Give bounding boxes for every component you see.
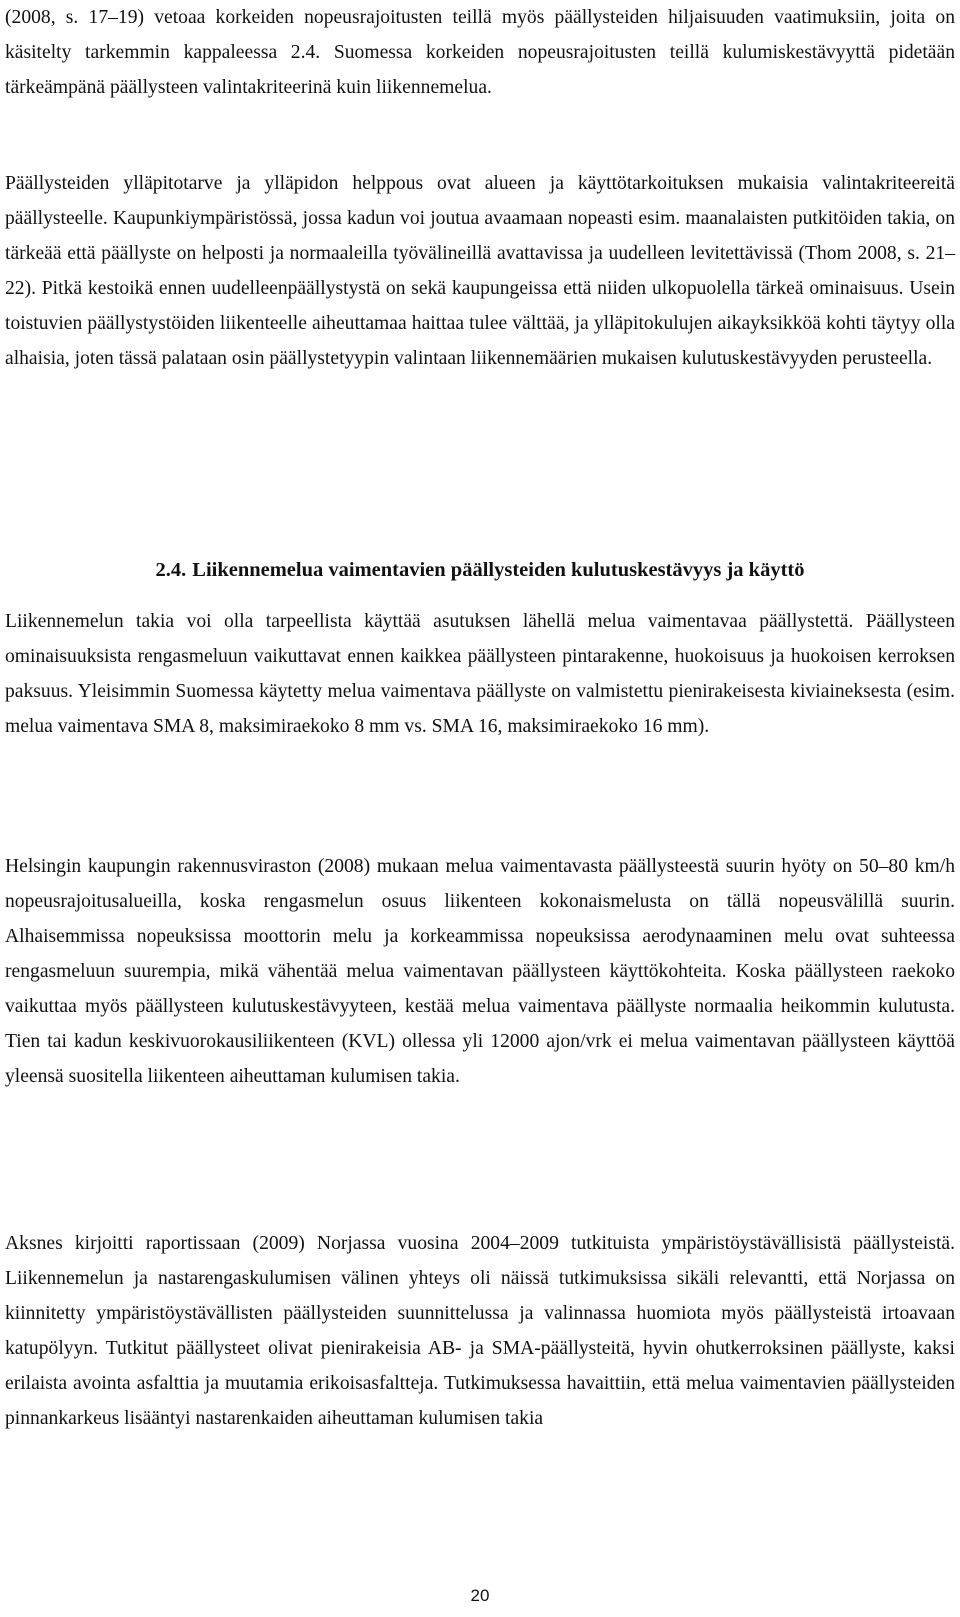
section-heading <box>0 553 960 588</box>
paragraph-helsinki: Helsingin kaupungin rakennusviraston (2008) mukaan melua vaimentavasta päällysteestä suurin hyöty on 50–80 km/h nopeusrajoitusalueilla, koska rengasmelun osuus liikenteen kokonaismelusta on tällä nopeusvälillä suurin. Alhaisemmissa nopeuksissa moottorin melu ja korkeammissa nopeuksissa aerodynaaminen melu ovat suhteessa rengasmeluun suurempia, mikä vähentää melua vaimentavan päällysteen käyttökohteita. Koska päällysteen raekoko vaikuttaa myös päällysteen kulutuskestävyyteen, kestää melua vaimentava päällyste normaalia heikommin kulutusta. Tien tai kadun keskivuorokausiliikenteen (KVL) ollessa yli 12000 ajon/vrk ei melua vaimentavan päällysteen käyttöä yleensä suositella liikenteen aiheuttaman kulumisen takia. <box>5 856 955 1087</box>
page-number: 20 <box>470 1586 490 1605</box>
paragraph-noise-reducing: Liikennemelun takia voi olla tarpeellista käyttää asutuksen lähellä melua vaimentavaa päällystettä. Päällysteen ominaisuuksista rengasmeluun vaikuttavat ennen kaikkea päällysteen pintarakenne, huokoisuus ja huokoisen kerroksen paksuus. Yleisimmin Suomessa käytetty melua vaimentava päällyste on valmistettu pienirakeisesta kiviaineksesta (esim. melua vaimentava SMA 8, maksimiraekoko 8 mm vs. SMA 16, maksimiraekoko 16 mm). <box>5 611 955 737</box>
section-number: 2.4. <box>155 559 187 581</box>
paragraph-intro: (2008, s. 17–19) vetoaa korkeiden nopeusrajoitusten teillä myös päällysteiden hiljaisuuden vaatimuksiin, joita on käsitelty tarkemmin kappaleessa 2.4. Suomessa korkeiden nopeusrajoitusten teillä kulumiskestävyyttä pidetään tärkeämpänä päällysteen valintakriteerinä kuin liikennemelua. <box>5 7 955 98</box>
paragraph-aksnes: Aksnes kirjoitti raportissaan (2009) Norjassa vuosina 2004–2009 tutkituista ympäristöystävällisistä päällysteistä. Liikennemelun ja nastarengaskulumisen välinen yhteys oli näissä tutkimuksissa sikäli relevantti, että Norjassa on kiinnitetty ympäristöystävällisten päällysteiden suunnittelussa ja valinnassa huomiota myös päällysteistä irtoavaan katupölyyn. Tutkitut päällysteet olivat pienirakeisia AB- ja SMA-päällysteitä, hyvin ohutkerroksinen päällyste, kaksi erilaista avointa asfalttia ja muutamia erikoisasfaltteja. Tutkimuksessa havaittiin, että melua vaimentavien päällysteiden pinnankarkeus lisääntyi nastarenkaiden aiheuttaman kulumisen takia <box>5 1233 955 1429</box>
paragraph-maintenance: Päällysteiden ylläpitotarve ja ylläpidon helppous ovat alueen ja käyttötarkoituksen mukaisia valintakriteereitä päällysteelle. Kaupunkiympäristössä, jossa kadun voi joutua avaamaan nopeasti esim. maanalaisten putkitöiden takia, on tärkeää että päällyste on helposti ja normaaleilla työvälineillä avattavissa ja uudelleen levitettävissä (Thom 2008, s. 21–22). Pitkä kestoikä ennen uudelleenpäällystystä on sekä kaupungeissa että niiden ulkopuolella tärkeä ominaisuus. Usein toistuvien päällystystöiden liikenteelle aiheuttamaa haittaa tulee välttää, ja ylläpitokulujen aikayksikköä kohti täytyy olla alhaisia, joten tässä palataan osin päällystetyypin valintaan liikennemäärien mukaisen kulutuskestävyyden perusteella. <box>5 173 955 369</box>
section-title: Liikennemelua vaimentavien päällysteiden kulutuskestävyys ja käyttö <box>192 559 805 581</box>
